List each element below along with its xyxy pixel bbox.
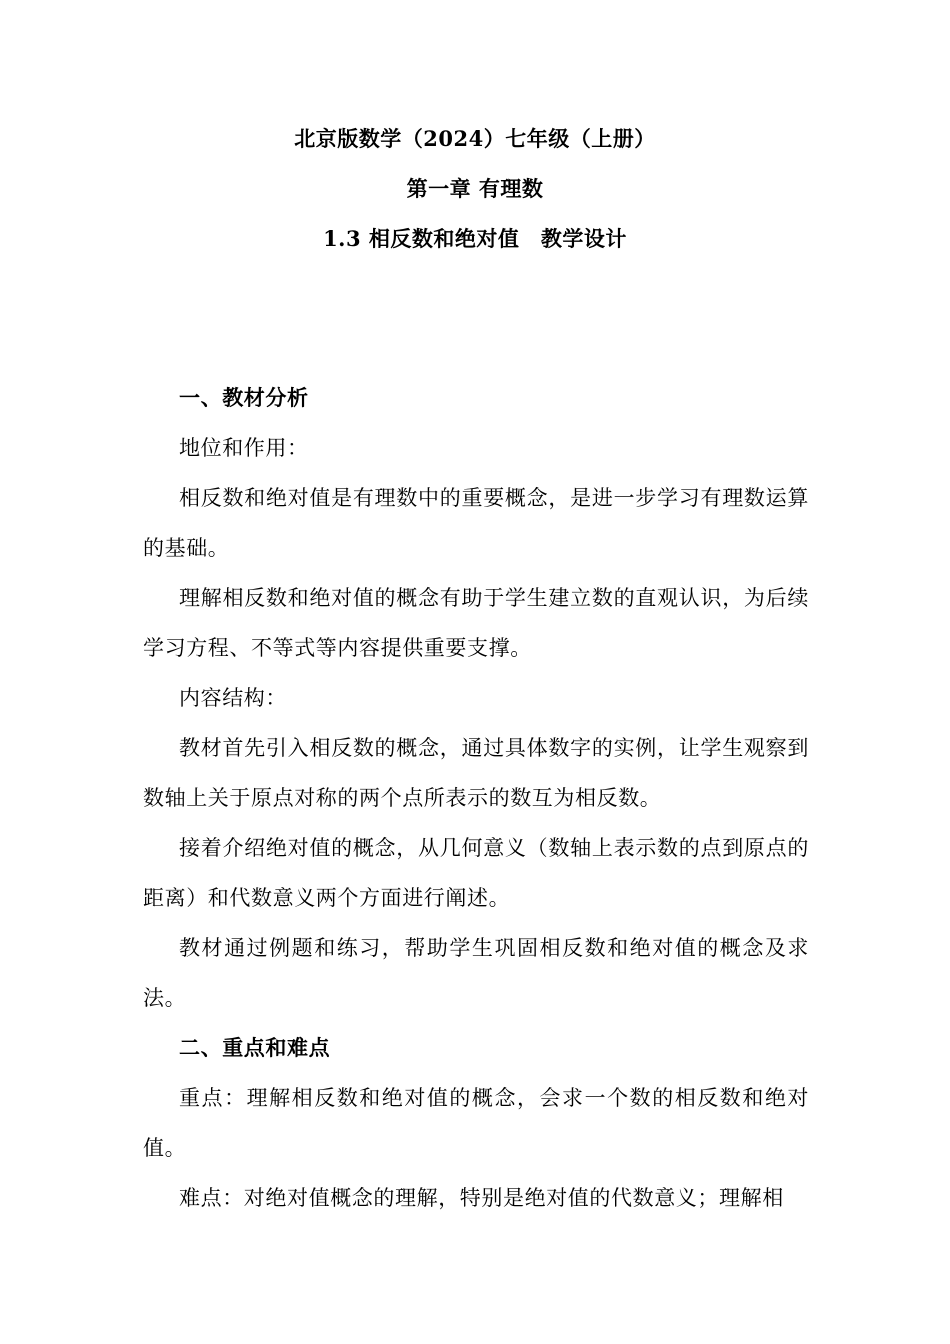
paragraph: 相反数和绝对值是有理数中的重要概念，是进一步学习有理数运算的基础。: [143, 486, 809, 560]
paragraph: 地位和作用：: [179, 436, 309, 460]
title-block: [0, 126, 950, 251]
paragraph: 教材首先引入相反数的概念，通过具体数字的实例，让学生观察到数轴上关于原点对称的两个点所表示的数互为相反数。: [143, 736, 809, 810]
paragraph: 难点：对绝对值概念的理解，特别是绝对值的代数意义；理解相: [179, 1186, 784, 1210]
chapter-title: 第一章 有理数: [406, 176, 544, 201]
document-body: [143, 373, 809, 1223]
paragraph: 重点：理解相反数和绝对值的概念，会求一个数的相反数和绝对值。: [143, 1086, 809, 1160]
paragraph: 教材通过例题和练习，帮助学生巩固相反数和绝对值的概念及求法。: [143, 936, 809, 1010]
section-heading-key-points: 二、重点和难点: [179, 1035, 331, 1060]
lesson-title: 1.3 相反数和绝对值 教学设计: [323, 226, 627, 251]
document-title: 北京版数学（2024）七年级（上册）: [294, 126, 656, 151]
paragraph: 接着介绍绝对值的概念，从几何意义（数轴上表示数的点到原点的距离）和代数意义两个方面进行阐述。: [143, 836, 809, 910]
paragraph: 理解相反数和绝对值的概念有助于学生建立数的直观认识，为后续学习方程、不等式等内容提供重要支撑。: [143, 586, 809, 660]
section-heading-textbook-analysis: 一、教材分析: [179, 385, 309, 410]
paragraph: 内容结构：: [179, 686, 287, 710]
